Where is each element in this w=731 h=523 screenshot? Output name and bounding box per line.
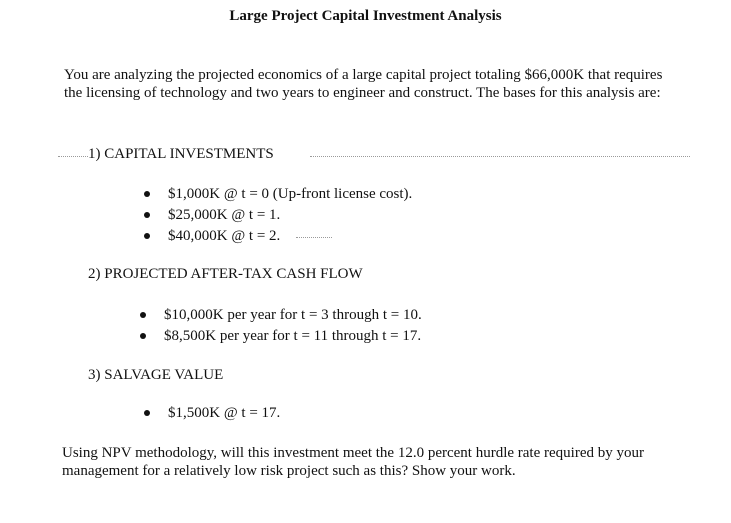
section-heading-capital-investments: 1) CAPITAL INVESTMENTS — [88, 146, 274, 162]
list-item — [140, 305, 422, 326]
scan-artifact-line — [296, 237, 332, 238]
list-item-text: $8,500K per year for t = 11 through t = 17. — [164, 328, 422, 344]
list-item — [144, 184, 412, 205]
list-item-text: $1,000K @ t = 0 (Up-front license cost). — [168, 186, 413, 202]
section-heading-salvage-value: 3) SALVAGE VALUE — [88, 367, 224, 383]
list-item — [144, 226, 412, 247]
list-item-text: $1,500K @ t = 17. — [168, 405, 281, 421]
bullet-icon — [144, 233, 150, 239]
list-item-text: $40,000K @ t = 2. — [168, 228, 281, 244]
list-item — [144, 205, 412, 226]
scan-artifact-line — [310, 156, 690, 157]
bullet-icon — [140, 333, 146, 339]
scan-artifact-line — [58, 156, 88, 157]
list-item — [140, 326, 422, 347]
bullet-icon — [144, 212, 150, 218]
bullet-icon — [144, 191, 150, 197]
list-item-text: $10,000K per year for t = 3 through t = 10. — [164, 307, 422, 323]
bullet-icon — [140, 312, 146, 318]
capital-investments-list — [144, 184, 412, 247]
bullet-icon — [144, 410, 150, 416]
list-item — [144, 403, 280, 424]
closing-question: Using NPV methodology, will this investment meet the 12.0 percent hurdle rate required by your management for a relatively low risk project such as this? Show your work. — [62, 445, 644, 479]
cash-flow-list — [140, 305, 422, 347]
section-heading-cash-flow: 2) PROJECTED AFTER-TAX CASH FLOW — [88, 266, 363, 282]
intro-paragraph: You are analyzing the projected economics of a large capital project totaling $66,000K that requires the licensing of technology and two years to engineer and construct. The bases for this analysis are: — [64, 67, 663, 101]
salvage-value-list — [144, 403, 280, 424]
document-title: Large Project Capital Investment Analysis — [229, 8, 502, 24]
list-item-text: $25,000K @ t = 1. — [168, 207, 281, 223]
